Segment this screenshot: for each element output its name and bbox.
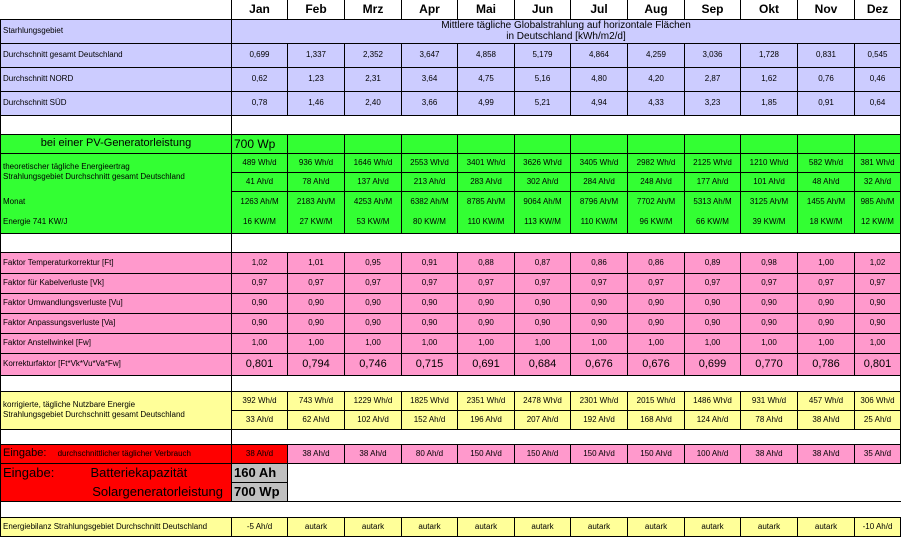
cell[interactable]: 38 Ah/d [798, 410, 855, 429]
cell[interactable]: 137 Ah/d [345, 172, 402, 191]
cell[interactable]: 2125 Wh/d [685, 153, 741, 172]
cell[interactable]: 1,23 [288, 67, 345, 91]
cell[interactable]: -5 Ah/d [232, 517, 288, 536]
cell[interactable]: 0,97 [458, 273, 515, 293]
cell[interactable]: 381 Wh/d [855, 153, 901, 172]
cell[interactable]: 1,85 [741, 91, 798, 115]
cell[interactable]: 0,90 [628, 313, 685, 333]
cell[interactable]: 0,676 [628, 353, 685, 375]
cell[interactable]: 5313 Ah/M [685, 191, 741, 212]
cell[interactable]: 48 Ah/d [798, 172, 855, 191]
cell[interactable]: 0,97 [232, 273, 288, 293]
cell[interactable]: 78 Ah/d [741, 410, 798, 429]
cell[interactable]: 150 Ah/d [571, 444, 628, 463]
month-header[interactable]: Jan [232, 0, 288, 19]
row-label[interactable]: Korrekturfaktor [Ft*Vk*Vu*Va*Fw] [1, 353, 232, 375]
cell[interactable]: 33 Ah/d [232, 410, 288, 429]
theoretical-energy-label[interactable]: theoretischer tägliche Energieertrag Strahlungsgebiet Durchschnitt gesamt Deutschland [1, 153, 232, 191]
cell[interactable]: 2982 Wh/d [628, 153, 685, 172]
cell[interactable]: autark [288, 517, 345, 536]
pv-power-value[interactable]: 700 Wp [232, 134, 288, 153]
solar-generator-input[interactable]: 700 Wp [232, 482, 288, 501]
cell[interactable]: 3,647 [402, 43, 458, 67]
cell[interactable]: 0,97 [345, 273, 402, 293]
cell[interactable]: 12 KW/M [855, 212, 901, 233]
cell[interactable]: 0,86 [571, 252, 628, 273]
cell[interactable]: 743 Wh/d [288, 391, 345, 410]
cell[interactable]: 392 Wh/d [232, 391, 288, 410]
cell[interactable]: 1210 Wh/d [741, 153, 798, 172]
cell[interactable]: 0,78 [232, 91, 288, 115]
cell[interactable]: 2478 Wh/d [515, 391, 571, 410]
cell[interactable]: 0,90 [685, 313, 741, 333]
month-header[interactable]: Mrz [345, 0, 402, 19]
cell[interactable]: 985 Ah/M [855, 191, 901, 212]
cell[interactable]: 4,858 [458, 43, 515, 67]
monat-row [1, 191, 901, 212]
cell[interactable]: 2,352 [345, 43, 402, 67]
cell[interactable]: 582 Wh/d [798, 153, 855, 172]
cell[interactable]: 0,90 [741, 293, 798, 313]
cell[interactable]: 283 Ah/d [458, 172, 515, 191]
row-label[interactable]: Faktor für Kabelverluste [Vk] [1, 273, 232, 293]
cell[interactable]: 96 KW/M [628, 212, 685, 233]
cell[interactable]: 9064 Ah/M [515, 191, 571, 212]
cell[interactable]: 100 Ah/d [685, 444, 741, 463]
cell[interactable]: 1,02 [855, 252, 901, 273]
cell[interactable]: 192 Ah/d [571, 410, 628, 429]
cell[interactable]: 1,00 [402, 333, 458, 353]
cell[interactable]: 0,88 [458, 252, 515, 273]
cell[interactable]: 7702 Ah/M [628, 191, 685, 212]
row-label[interactable]: Energie 741 KW/J [1, 212, 232, 233]
cell[interactable]: 1229 Wh/d [345, 391, 402, 410]
cell[interactable]: 80 KW/M [402, 212, 458, 233]
cell[interactable]: 0,746 [345, 353, 402, 375]
row-label[interactable]: Faktor Anstellwinkel [Fw] [1, 333, 232, 353]
cell[interactable]: 0,770 [741, 353, 798, 375]
cell[interactable]: 0,794 [288, 353, 345, 375]
cell[interactable]: 0,90 [855, 313, 901, 333]
cell[interactable]: autark [685, 517, 741, 536]
cell[interactable]: 0,90 [571, 313, 628, 333]
cell[interactable]: 168 Ah/d [628, 410, 685, 429]
month-header[interactable]: Dez [855, 0, 901, 19]
cell[interactable]: 38 Ah/d [741, 444, 798, 463]
cell[interactable]: 4253 Ah/M [345, 191, 402, 212]
cell[interactable]: 3,64 [402, 67, 458, 91]
cell[interactable]: 150 Ah/d [628, 444, 685, 463]
cell[interactable]: 0,801 [855, 353, 901, 375]
cell[interactable]: 3,23 [685, 91, 741, 115]
cell[interactable]: autark [458, 517, 515, 536]
cell[interactable]: 38 Ah/d [345, 444, 402, 463]
cell[interactable]: 0,97 [402, 273, 458, 293]
cell[interactable]: 4,259 [628, 43, 685, 67]
cell[interactable]: 4,94 [571, 91, 628, 115]
empty-cell [1, 375, 232, 391]
cell[interactable]: 8796 Ah/M [571, 191, 628, 212]
energy-kwm-row [1, 212, 901, 233]
cell[interactable]: 0,89 [685, 252, 741, 273]
cell[interactable]: 1,46 [288, 91, 345, 115]
cell[interactable]: 1455 Ah/M [798, 191, 855, 212]
row-label[interactable]: Durchschnitt gesamt Deutschland [1, 43, 232, 67]
month-header[interactable]: Jul [571, 0, 628, 19]
cell[interactable]: 102 Ah/d [345, 410, 402, 429]
correction-row [1, 353, 901, 375]
cell[interactable]: 0,90 [571, 293, 628, 313]
cell[interactable]: 0,97 [515, 273, 571, 293]
cell[interactable]: 2,31 [345, 67, 402, 91]
cell[interactable]: 306 Wh/d [855, 391, 901, 410]
cell[interactable]: 0,97 [798, 273, 855, 293]
cell[interactable]: 0,90 [798, 313, 855, 333]
cell[interactable]: 0,86 [628, 252, 685, 273]
cell[interactable]: 0,46 [855, 67, 901, 91]
cell[interactable]: 0,97 [571, 273, 628, 293]
cell[interactable]: 1263 Ah/M [232, 191, 288, 212]
cell[interactable]: autark [402, 517, 458, 536]
cell[interactable]: 0,97 [855, 273, 901, 293]
empty-cell [232, 233, 901, 252]
cell[interactable]: 0,90 [741, 313, 798, 333]
cell[interactable]: 0,87 [515, 252, 571, 273]
cell[interactable]: 8785 Ah/M [458, 191, 515, 212]
cell[interactable]: 0,90 [402, 293, 458, 313]
cell[interactable]: 196 Ah/d [458, 410, 515, 429]
cell[interactable]: 1,62 [741, 67, 798, 91]
cell[interactable]: 3125 Ah/M [741, 191, 798, 212]
cell[interactable]: 3,036 [685, 43, 741, 67]
cell[interactable]: 4,20 [628, 67, 685, 91]
cell[interactable]: 78 Ah/d [288, 172, 345, 191]
cell[interactable]: 124 Ah/d [685, 410, 741, 429]
consumption-input-label[interactable]: Eingabe: durchschnittlicher täglicher Verbrauch [1, 444, 232, 463]
cell[interactable]: 2183 Ah/M [288, 191, 345, 212]
cell[interactable]: 0,76 [798, 67, 855, 91]
month-header[interactable]: Apr [402, 0, 458, 19]
cell[interactable]: 150 Ah/d [515, 444, 571, 463]
cell[interactable]: 0,90 [288, 313, 345, 333]
cell[interactable]: 53 KW/M [345, 212, 402, 233]
cell[interactable]: 6382 Ah/M [402, 191, 458, 212]
empty-cell [1, 233, 232, 252]
cell[interactable]: autark [515, 517, 571, 536]
radiation-row [1, 43, 901, 67]
cell[interactable]: 38 Ah/d [232, 444, 288, 463]
cell[interactable]: 0,699 [232, 43, 288, 67]
cell[interactable]: autark [741, 517, 798, 536]
cell[interactable]: autark [345, 517, 402, 536]
cell[interactable]: 1,00 [458, 333, 515, 353]
row-label[interactable]: Durchschnitt SÜD [1, 91, 232, 115]
cell[interactable]: 248 Ah/d [628, 172, 685, 191]
cell[interactable]: 0,676 [571, 353, 628, 375]
cell[interactable]: 4,80 [571, 67, 628, 91]
cell[interactable]: 0,90 [345, 313, 402, 333]
cell[interactable]: 4,99 [458, 91, 515, 115]
cell[interactable]: 2351 Wh/d [458, 391, 515, 410]
cell[interactable]: 150 Ah/d [458, 444, 515, 463]
cell[interactable]: 0,91 [798, 91, 855, 115]
cell[interactable]: 0,801 [232, 353, 288, 375]
cell[interactable]: 1,00 [798, 252, 855, 273]
cell[interactable]: 41 Ah/d [232, 172, 288, 191]
energy-balance-row [1, 517, 901, 536]
cell[interactable]: 177 Ah/d [685, 172, 741, 191]
cell[interactable]: 2,40 [345, 91, 402, 115]
factor-row [1, 293, 901, 313]
cell[interactable]: 1,00 [571, 333, 628, 353]
row-label[interactable]: Faktor Umwandlungsverluste [Vu] [1, 293, 232, 313]
cell[interactable]: 1,00 [288, 333, 345, 353]
cell[interactable]: 1,00 [685, 333, 741, 353]
battery-capacity-label[interactable]: Eingabe: Batteriekapazität [1, 463, 232, 482]
cell[interactable]: 0,90 [515, 293, 571, 313]
cell[interactable]: 0,90 [458, 313, 515, 333]
cell[interactable]: 1,00 [741, 333, 798, 353]
cell[interactable]: 207 Ah/d [515, 410, 571, 429]
cell[interactable]: 18 KW/M [798, 212, 855, 233]
cell[interactable]: autark [628, 517, 685, 536]
cell[interactable]: 66 KW/M [685, 212, 741, 233]
factor-row [1, 252, 901, 273]
cell[interactable]: 3405 Wh/d [571, 153, 628, 172]
solar-generator-label[interactable]: Solargeneratorleistung [1, 482, 232, 501]
cell[interactable]: autark [571, 517, 628, 536]
row-label[interactable]: Energiebilanz Strahlungsgebiet Durchschnitt Deutschland [1, 517, 232, 536]
strahlungsgebiet-label[interactable]: Starhlungsgebiet [1, 19, 232, 43]
cell[interactable]: 35 Ah/d [855, 444, 901, 463]
cell[interactable]: 1,00 [855, 333, 901, 353]
cell[interactable]: 4,864 [571, 43, 628, 67]
cell[interactable]: 457 Wh/d [798, 391, 855, 410]
cell[interactable]: 1,00 [628, 333, 685, 353]
factor-row [1, 333, 901, 353]
month-header[interactable]: Okt [741, 0, 798, 19]
cell[interactable]: 0,90 [402, 313, 458, 333]
cell[interactable]: 0,786 [798, 353, 855, 375]
radiation-title[interactable]: Mittlere tägliche Globalstrahlung auf horizontale Flächen in Deutschland [kWh/m2/d] [232, 19, 901, 43]
empty-cell [232, 501, 901, 517]
cell[interactable]: 2,87 [685, 67, 741, 91]
empty-cell [232, 429, 901, 444]
month-header[interactable]: Nov [798, 0, 855, 19]
empty-cell [1, 429, 232, 444]
cell[interactable]: 27 KW/M [288, 212, 345, 233]
cell[interactable]: 0,699 [685, 353, 741, 375]
cell[interactable]: 0,90 [515, 313, 571, 333]
cell[interactable]: 489 Wh/d [232, 153, 288, 172]
month-header-row [1, 0, 901, 19]
month-header[interactable]: Aug [628, 0, 685, 19]
cell[interactable]: 80 Ah/d [402, 444, 458, 463]
month-header[interactable]: Mai [458, 0, 515, 19]
month-header[interactable]: Feb [288, 0, 345, 19]
cell[interactable]: 3626 Wh/d [515, 153, 571, 172]
cell[interactable]: 0,97 [628, 273, 685, 293]
factor-row [1, 313, 901, 333]
cell[interactable]: 5,16 [515, 67, 571, 91]
cell[interactable]: 32 Ah/d [855, 172, 901, 191]
cell[interactable]: 38 Ah/d [288, 444, 345, 463]
cell[interactable]: -10 Ah/d [855, 517, 901, 536]
cell[interactable]: 3,66 [402, 91, 458, 115]
cell[interactable]: 1,00 [345, 333, 402, 353]
row-label[interactable]: Faktor Temperaturkorrektur [Ft] [1, 252, 232, 273]
cell[interactable]: 4,33 [628, 91, 685, 115]
cell[interactable]: 0,97 [741, 273, 798, 293]
cell[interactable]: 284 Ah/d [571, 172, 628, 191]
cell[interactable]: 0,691 [458, 353, 515, 375]
cell[interactable]: autark [798, 517, 855, 536]
cell[interactable]: 38 Ah/d [798, 444, 855, 463]
cell[interactable]: 110 KW/M [458, 212, 515, 233]
cell[interactable]: 0,62 [232, 67, 288, 91]
consumption-row [1, 444, 901, 463]
cell[interactable]: 0,90 [855, 293, 901, 313]
cell[interactable]: 113 KW/M [515, 212, 571, 233]
cell[interactable]: 0,545 [855, 43, 901, 67]
pv-power-label[interactable]: bei einer PV-Generatorleistung [1, 134, 232, 153]
cell[interactable]: 0,97 [288, 273, 345, 293]
cell[interactable]: 25 Ah/d [855, 410, 901, 429]
cell[interactable]: 1825 Wh/d [402, 391, 458, 410]
cell[interactable]: 2553 Wh/d [402, 153, 458, 172]
cell[interactable]: 1,728 [741, 43, 798, 67]
cell[interactable]: 1,00 [798, 333, 855, 353]
cell[interactable]: 1,00 [515, 333, 571, 353]
cell[interactable]: 2301 Wh/d [571, 391, 628, 410]
cell[interactable]: 931 Wh/d [741, 391, 798, 410]
radiation-row [1, 91, 901, 115]
cell[interactable]: 0,831 [798, 43, 855, 67]
cell[interactable]: 0,95 [345, 252, 402, 273]
cell[interactable]: 39 KW/M [741, 212, 798, 233]
cell[interactable]: 3401 Wh/d [458, 153, 515, 172]
cell[interactable]: 0,98 [741, 252, 798, 273]
cell[interactable]: 4,75 [458, 67, 515, 91]
cell[interactable]: 0,90 [685, 293, 741, 313]
cell[interactable]: 1486 Wh/d [685, 391, 741, 410]
cell[interactable]: 0,90 [232, 313, 288, 333]
cell[interactable]: 5,21 [515, 91, 571, 115]
row-label[interactable]: Monat [1, 191, 232, 212]
empty-cell [1, 115, 232, 134]
cell[interactable]: 0,90 [798, 293, 855, 313]
cell[interactable]: 2015 Wh/d [628, 391, 685, 410]
cell[interactable]: 0,64 [855, 91, 901, 115]
cell[interactable]: 101 Ah/d [741, 172, 798, 191]
cell[interactable]: 5,179 [515, 43, 571, 67]
cell[interactable]: 1646 Wh/d [345, 153, 402, 172]
cell[interactable]: 1,01 [288, 252, 345, 273]
cell[interactable]: 936 Wh/d [288, 153, 345, 172]
cell[interactable]: 62 Ah/d [288, 410, 345, 429]
cell[interactable]: 110 KW/M [571, 212, 628, 233]
radiation-row [1, 67, 901, 91]
cell[interactable]: 0,97 [685, 273, 741, 293]
cell[interactable]: 0,90 [232, 293, 288, 313]
empty-cell [1, 501, 232, 517]
battery-capacity-input[interactable]: 160 Ah [232, 463, 288, 482]
usable-wh-row [1, 391, 901, 410]
factor-row [1, 273, 901, 293]
usable-energy-label[interactable]: korrigierte, tägliche Nutzbare Energie Strahlungsgebiet Durchschnitt gesamt Deutschland [1, 391, 232, 429]
month-header[interactable]: Sep [685, 0, 741, 19]
row-label[interactable]: Durchschnitt NORD [1, 67, 232, 91]
cell[interactable]: 1,00 [232, 333, 288, 353]
cell[interactable]: 213 Ah/d [402, 172, 458, 191]
cell[interactable]: 302 Ah/d [515, 172, 571, 191]
cell[interactable]: 0,90 [628, 293, 685, 313]
cell[interactable]: 0,684 [515, 353, 571, 375]
cell[interactable]: 152 Ah/d [402, 410, 458, 429]
cell[interactable]: 1,337 [288, 43, 345, 67]
empty-cell [232, 115, 901, 134]
cell[interactable]: 16 KW/M [232, 212, 288, 233]
cell[interactable]: 0,91 [402, 252, 458, 273]
row-label[interactable]: Faktor Anpassungsverluste [Va] [1, 313, 232, 333]
empty-cell [232, 375, 901, 391]
cell[interactable]: 0,90 [345, 293, 402, 313]
cell[interactable]: 0,90 [458, 293, 515, 313]
month-header[interactable]: Jun [515, 0, 571, 19]
cell[interactable]: 1,02 [232, 252, 288, 273]
energy-wh-row [1, 153, 901, 172]
cell[interactable]: 0,90 [288, 293, 345, 313]
cell[interactable]: 0,715 [402, 353, 458, 375]
